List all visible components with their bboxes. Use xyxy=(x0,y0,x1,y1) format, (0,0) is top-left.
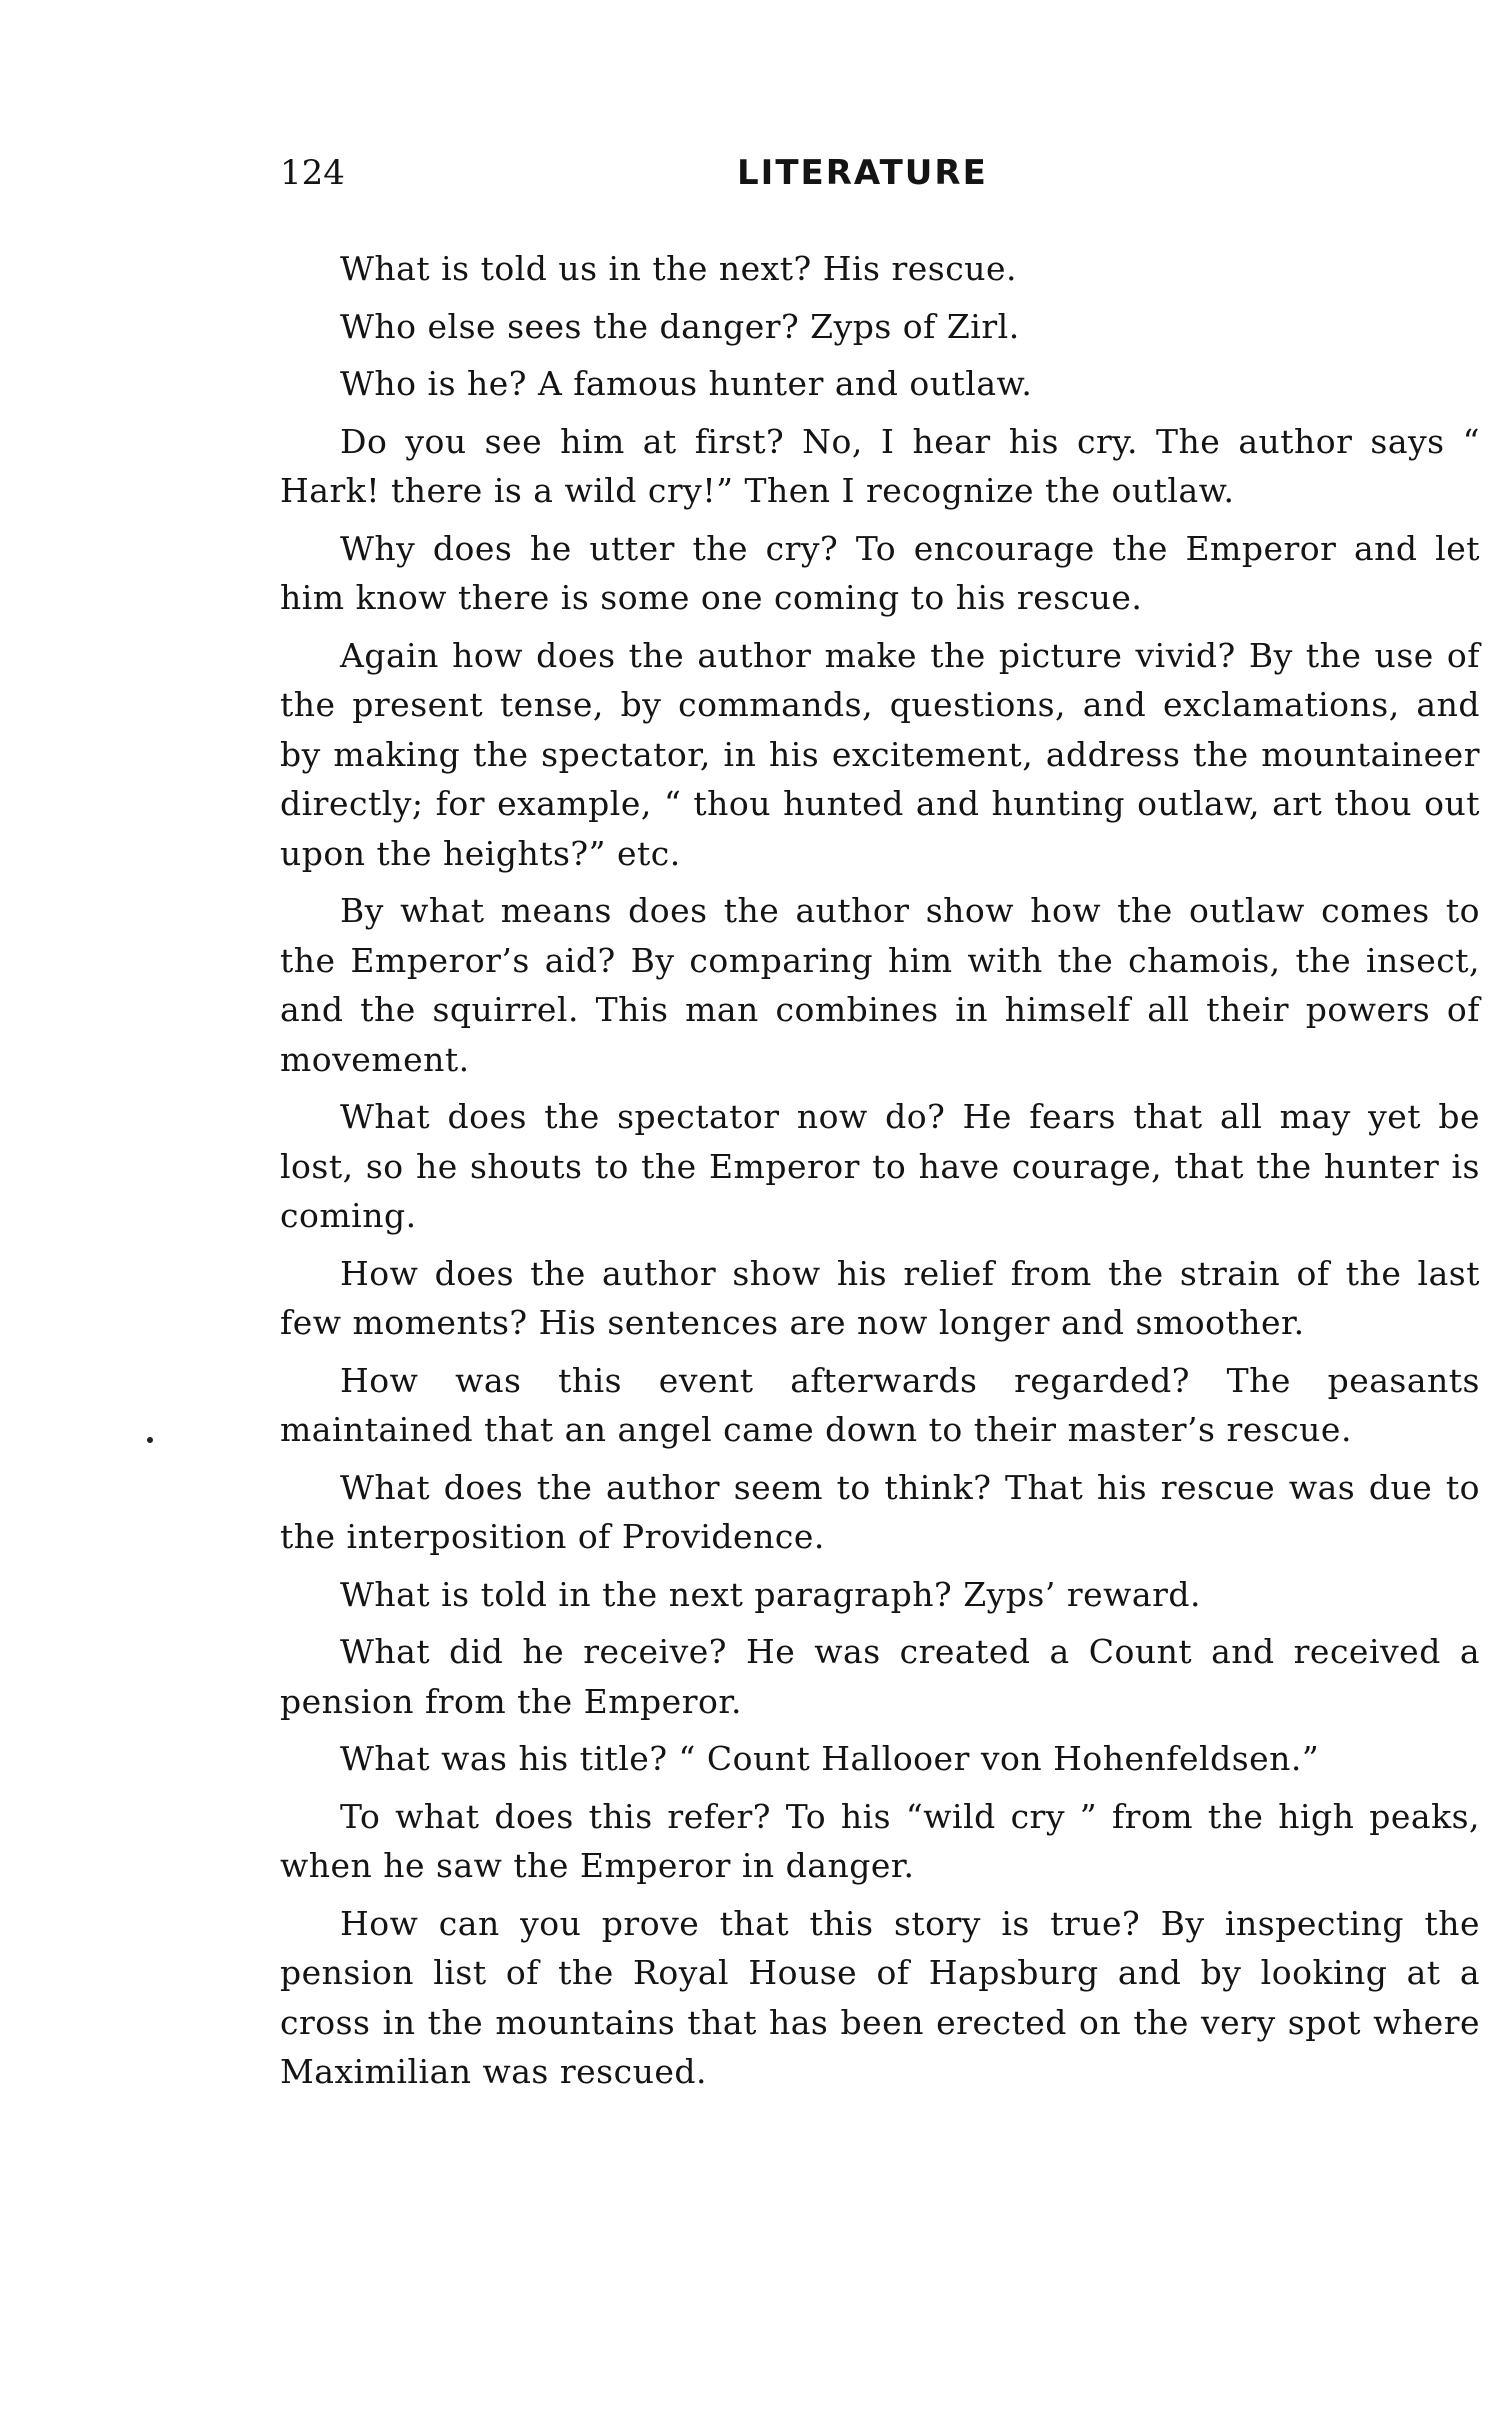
paragraph: What does the author seem to think? That his rescue was due to the interposition of Providence. xyxy=(280,1467,1480,1556)
paragraph: What does the spectator now do? He fears that all may yet be lost, so he shouts to the Emperor to have courage, that the hunter is coming. xyxy=(280,1097,1480,1235)
paragraph: What is told us in the next? His rescue. xyxy=(340,249,1017,288)
paragraph: How does the author show his relief from the strain of the last few moments? His sentences are now longer and smoother. xyxy=(280,1253,1480,1342)
paragraph: What is told in the next paragraph? Zyps’ reward. xyxy=(340,1574,1201,1614)
paragraph: Who else sees the danger? Zyps of Zirl. xyxy=(340,306,1020,346)
running-head: LITERATURE xyxy=(737,153,988,193)
paragraph: What was his title? “ Count Hallooer von Hohenfeldsen.” xyxy=(340,1739,1320,1778)
ink-speck xyxy=(147,1437,153,1443)
page-header xyxy=(280,148,1480,198)
body-text xyxy=(280,244,1480,2105)
paragraph: Again how does the author make the picture vivid? By the use of the present tense, by commands, questions, and exclamations, and by making the spectator, in his excitement, address the mountaineer directly; for example, “ thou hunted and hunting outlaw, art thou out upon the heights?” etc. xyxy=(280,635,1480,873)
paragraph: How can you prove that this story is true? By inspecting the pension list of the Royal House of Hapsburg and by looking at a cross in the mountains that has been erected on the very spot where Maximilian was rescued. xyxy=(280,1903,1480,2091)
paragraph: What did he receive? He was created a Count and received a pension from the Emperor. xyxy=(280,1632,1480,1721)
paragraph: Who is he? A famous hunter and outlaw. xyxy=(340,364,1033,403)
page-number: 124 xyxy=(280,153,345,193)
paragraph: Do you see him at first? No, I hear his cry. The author says “ Hark! there is a wild cry!” Then I recognize the outlaw. xyxy=(280,421,1480,510)
paragraph: To what does this refer? To his “wild cry ” from the high peaks, when he saw the Emperor in danger. xyxy=(280,1796,1480,1885)
paragraph: By what means does the author show how the outlaw comes to the Emperor’s aid? By comparing him with the chamois, the insect, and the squirrel. This man combines in himself all their powers of movement. xyxy=(280,891,1480,1079)
paragraph: Why does he utter the cry? To encourage the Emperor and let him know there is some one coming to his rescue. xyxy=(280,528,1480,617)
paragraph: How was this event afterwards regarded? The peasants maintained that an angel came down to their master’s rescue. xyxy=(280,1360,1480,1449)
